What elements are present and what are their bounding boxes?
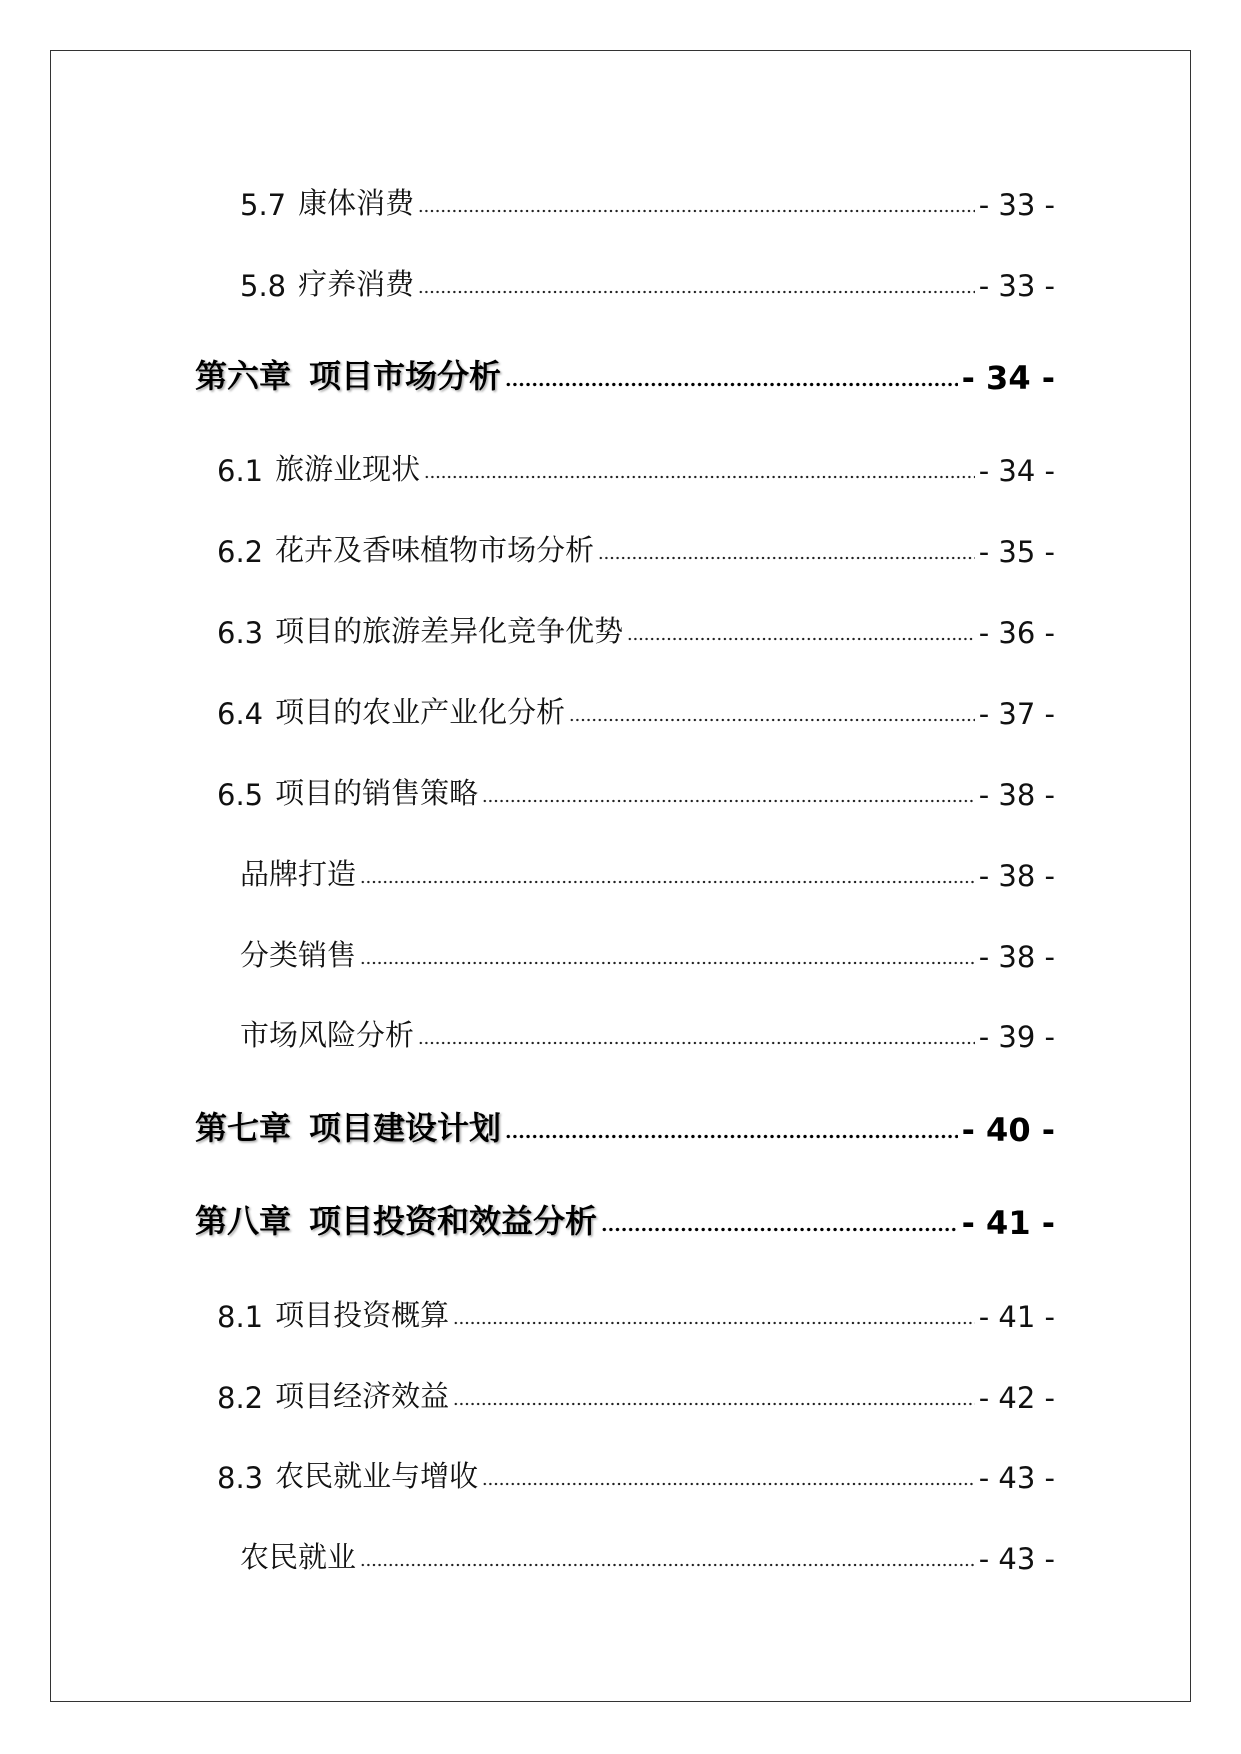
toc-entry-title: 农民就业 <box>240 1540 357 1574</box>
toc-chapter-number: 第七章 <box>195 1109 292 1147</box>
toc-entry-market-risk[interactable] <box>240 1008 1055 1054</box>
toc-entry-title: 项目的旅游差异化竞争优势 <box>275 614 624 648</box>
toc-entry-number: 6.1 <box>217 454 264 488</box>
toc-entry-title: 项目的销售策略 <box>275 776 479 810</box>
toc-entry-page: - 43 - <box>978 1542 1055 1576</box>
toc-entry-page: - 33 - <box>978 188 1055 222</box>
toc-entry-8-1[interactable] <box>217 1288 1055 1334</box>
toc-entry-title: 项目建设计划 <box>309 1109 502 1147</box>
toc-entry-6-2[interactable] <box>217 523 1055 569</box>
dot-leader <box>482 799 975 803</box>
dot-leader <box>360 961 975 965</box>
toc-entry-page: - 41 - <box>978 1300 1055 1334</box>
toc-entry-page: - 38 - <box>978 940 1055 974</box>
dot-leader <box>418 209 975 213</box>
toc-entry-number: 6.4 <box>217 697 264 731</box>
toc-entry-number: 8.2 <box>217 1381 264 1415</box>
toc-entry-page: - 42 - <box>978 1381 1055 1415</box>
toc-entry-title: 花卉及香味植物市场分析 <box>275 533 595 567</box>
toc-entry-number: 8.1 <box>217 1300 264 1334</box>
toc-entry-title: 项目投资和效益分析 <box>309 1202 598 1240</box>
toc-entry-5-8[interactable] <box>240 257 1055 303</box>
toc-entry-8-3[interactable] <box>217 1449 1055 1495</box>
dot-leader <box>569 718 975 722</box>
dot-leader <box>505 1134 958 1139</box>
dot-leader <box>360 1563 975 1567</box>
toc-entry-page: - 34 - <box>978 454 1055 488</box>
toc-entry-6-3[interactable] <box>217 604 1055 650</box>
toc-entry-8-2[interactable] <box>217 1369 1055 1415</box>
toc-entry-number: 8.3 <box>217 1461 264 1495</box>
toc-entry-chapter-7[interactable] <box>195 1103 1055 1149</box>
toc-entry-page: - 40 - <box>961 1111 1055 1149</box>
toc-entry-title: 旅游业现状 <box>275 452 421 486</box>
toc-entry-chapter-8[interactable] <box>195 1196 1055 1242</box>
toc-entry-6-4[interactable] <box>217 685 1055 731</box>
dot-leader <box>418 290 975 294</box>
dot-leader <box>598 556 975 560</box>
toc-entry-number: 6.3 <box>217 616 264 650</box>
toc-entry-6-1[interactable] <box>217 442 1055 488</box>
toc-entry-title: 品牌打造 <box>240 857 357 891</box>
dot-leader <box>627 637 975 641</box>
toc-entry-title: 项目市场分析 <box>309 357 502 395</box>
dot-leader <box>482 1482 975 1486</box>
toc-entry-title: 项目经济效益 <box>275 1379 450 1413</box>
toc-entry-page: - 38 - <box>978 859 1055 893</box>
toc-entry-5-7[interactable] <box>240 176 1055 222</box>
dot-leader <box>418 1041 975 1045</box>
toc-entry-page: - 36 - <box>978 616 1055 650</box>
toc-entry-number: 6.5 <box>217 778 264 812</box>
toc-entry-page: - 43 - <box>978 1461 1055 1495</box>
toc-entry-number: 5.7 <box>240 188 287 222</box>
toc-entry-page: - 34 - <box>961 359 1055 397</box>
toc-entry-title: 康体消费 <box>298 186 415 220</box>
toc-entry-category-sales[interactable] <box>240 928 1055 974</box>
toc-chapter-number: 第八章 <box>195 1202 292 1240</box>
dot-leader <box>453 1402 975 1406</box>
toc-entry-title: 分类销售 <box>240 938 357 972</box>
toc-entry-brand-building[interactable] <box>240 847 1055 893</box>
toc-entry-title: 市场风险分析 <box>240 1018 415 1052</box>
toc-entry-farmer-employment[interactable] <box>240 1530 1055 1576</box>
toc-entry-page: - 39 - <box>978 1020 1055 1054</box>
dot-leader <box>505 382 958 387</box>
toc-entry-page: - 35 - <box>978 535 1055 569</box>
toc-entry-page: - 33 - <box>978 269 1055 303</box>
dot-leader <box>453 1321 975 1325</box>
toc-entry-chapter-6[interactable] <box>195 351 1055 397</box>
toc-entry-page: - 38 - <box>978 778 1055 812</box>
toc-chapter-number: 第六章 <box>195 357 292 395</box>
toc-entry-number: 5.8 <box>240 269 287 303</box>
toc-entry-title: 项目投资概算 <box>275 1298 450 1332</box>
dot-leader <box>360 880 975 884</box>
toc-entry-page: - 41 - <box>961 1204 1055 1242</box>
toc-entry-page: - 37 - <box>978 697 1055 731</box>
dot-leader <box>424 475 975 479</box>
toc-entry-title: 农民就业与增收 <box>275 1459 479 1493</box>
toc-entry-title: 疗养消费 <box>298 267 415 301</box>
dot-leader <box>601 1227 958 1232</box>
toc-entry-6-5[interactable] <box>217 766 1055 812</box>
toc-entry-title: 项目的农业产业化分析 <box>275 695 566 729</box>
toc-entry-number: 6.2 <box>217 535 264 569</box>
